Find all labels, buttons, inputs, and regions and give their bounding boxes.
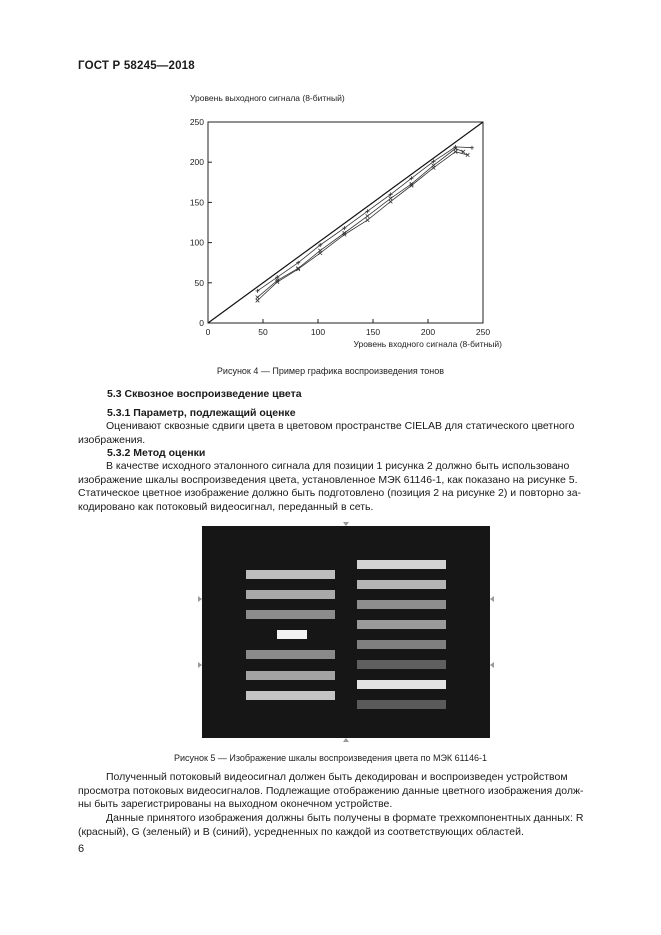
text-line: Статическое цветное изображение должно быть подготовлено (позиция 2 на рисунке 2) и повторно за-: [78, 487, 582, 500]
top-marker-icon: [343, 522, 349, 526]
gray-bar: [357, 600, 446, 609]
text-line: Оценивают сквозные сдвиги цвета в цветовом пространстве CIELAB для статического цветного: [106, 420, 575, 432]
series-line: [258, 152, 468, 301]
data-format-paragraph: [78, 812, 614, 839]
gray-bar: [357, 680, 446, 689]
section-5-3-2-heading: 5.3.2 Метод оценки: [107, 447, 206, 459]
text-line: просмотра потоковых видеосигналов. Подлежащие отображению данные цветного изображения долж-: [78, 784, 584, 797]
section-5-3-heading: 5.3 Сквозное воспроизведение цвета: [107, 388, 302, 400]
text-line: Полученный потоковый видеосигнал должен быть декодирован и воспроизведен устройством: [106, 771, 568, 783]
gray-bar: [246, 610, 335, 619]
gray-bar: [357, 560, 446, 569]
section-5-3-1-heading: 5.3.1 Параметр, подлежащий оценке: [107, 407, 296, 419]
gray-bar: [246, 691, 335, 700]
data-point: [389, 197, 393, 201]
section-5-3-1-paragraph: [78, 420, 614, 447]
x-tick-label: 50: [258, 327, 268, 337]
y-tick-label: 100: [189, 237, 204, 248]
gray-bar: [357, 620, 446, 629]
y-tick-label: 150: [189, 197, 204, 208]
x-axis-label: Уровень входного сигнала (8-битный): [353, 339, 502, 349]
x-tick-label: 250: [475, 327, 491, 337]
section-5-3-2-paragraph: [78, 460, 614, 514]
document-header: ГОСТ Р 58245—2018: [78, 60, 195, 72]
data-point: [389, 200, 393, 204]
figure-5-caption: Рисунок 5 — Изображение шкалы воспроизведения цвета по МЭК 61146-1: [173, 753, 488, 763]
text-line: (красный), G (зеленый) и B (синий), усредненных по каждой из соответствующих областей.: [78, 825, 524, 838]
decoding-paragraph: [78, 771, 614, 812]
text-line: Данные принятого изображения должны быть получены в формате трехкомпонентных данных: R: [106, 812, 584, 824]
right-marker-icon: [490, 596, 494, 602]
data-point: [256, 295, 260, 299]
y-tick-label: 50: [194, 277, 204, 288]
color-scale-image: [196, 520, 496, 744]
y-axis-label: Уровень выходного сигнала (8-битный): [190, 93, 345, 103]
gray-bar: [246, 590, 335, 599]
gray-bar: [357, 660, 446, 669]
data-point: [318, 251, 322, 255]
gray-bar: [357, 640, 446, 649]
text-line: изображения.: [78, 433, 146, 446]
data-point: [256, 299, 260, 303]
series-line: [258, 147, 473, 291]
x-tick-label: 100: [310, 327, 326, 337]
gray-bar: [357, 700, 446, 709]
right-marker-icon: [490, 662, 494, 668]
color-patch: [277, 630, 307, 639]
x-tick-label: 200: [420, 327, 436, 337]
y-tick-label: 250: [189, 117, 204, 127]
reference-diagonal-line: [208, 122, 483, 323]
tone-reproduction-chart: [160, 88, 520, 356]
page-number: 6: [78, 843, 85, 855]
figure-4-caption: Рисунок 4 — Пример графика воспроизведения тонов: [216, 366, 445, 376]
data-point: [461, 150, 465, 154]
image-background: [202, 526, 490, 738]
data-point: [366, 214, 370, 218]
data-point: [432, 166, 436, 170]
x-tick-label: 0: [205, 327, 211, 337]
text-line: В качестве исходного эталонного сигнала для позиции 1 рисунка 2 должно быть использовано: [106, 460, 570, 472]
text-line: кодировано как потоковый видеосигнал, переданный в сеть.: [78, 500, 374, 513]
gray-bar: [246, 570, 335, 579]
gray-bar: [246, 650, 335, 659]
y-tick-label: 200: [189, 157, 204, 168]
data-point: [366, 218, 370, 222]
bottom-marker-icon: [343, 738, 349, 742]
left-marker-icon: [198, 662, 202, 668]
gray-bar: [246, 671, 335, 680]
x-tick-label: 150: [365, 327, 381, 337]
text-line: ны быть зарегистрированы на выходном оконечном устройстве.: [78, 798, 393, 811]
text-line: изображение шкалы воспроизведения цвета, установленное МЭК 61146-1, как показано на рисунке 5.: [78, 473, 578, 486]
gray-bar: [357, 580, 446, 589]
left-marker-icon: [198, 596, 202, 602]
data-point: [470, 146, 474, 150]
origin-label: 0: [199, 318, 204, 328]
